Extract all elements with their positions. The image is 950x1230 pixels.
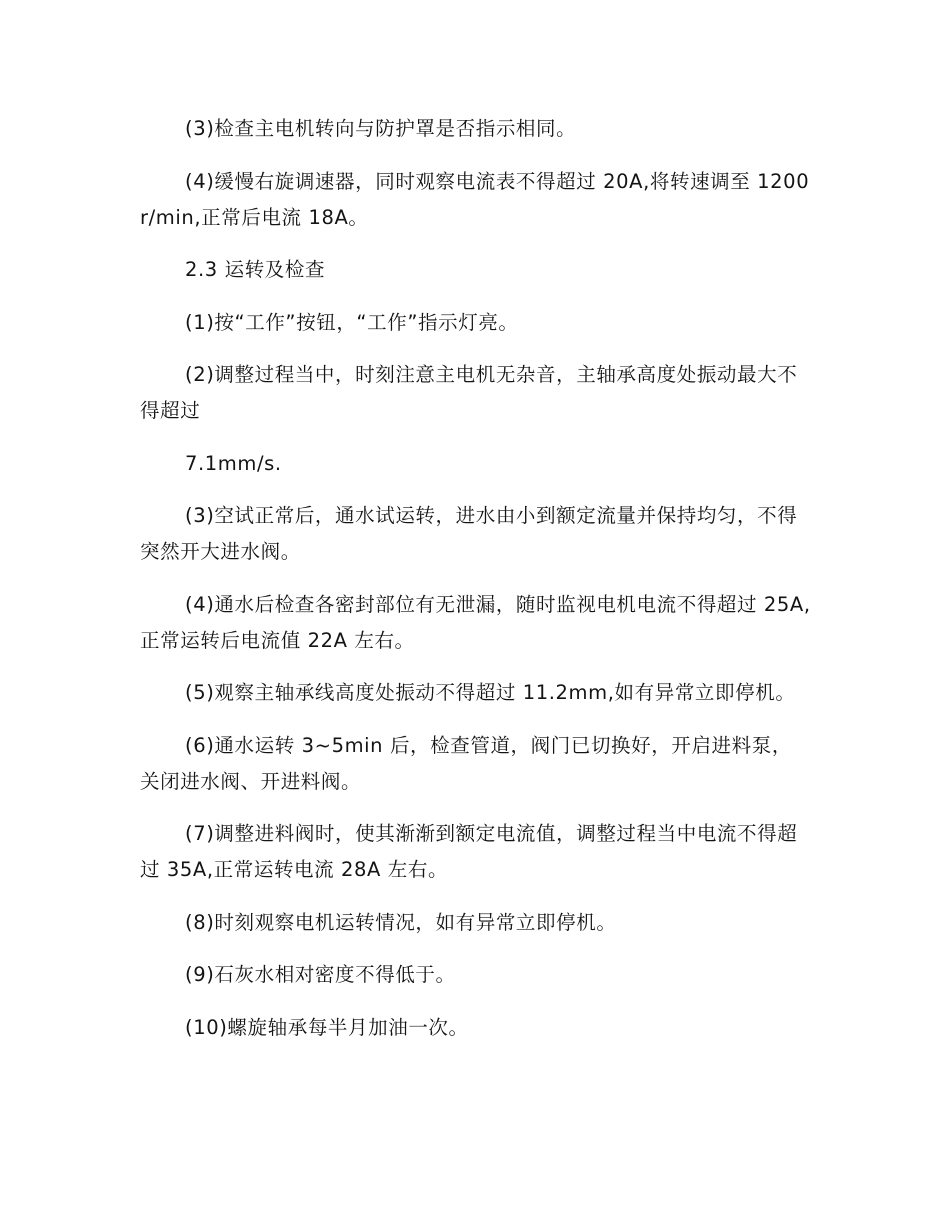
section-heading-2-3: 2.3 运转及检查	[185, 258, 326, 281]
paragraph-vibration-limit: 7.1mm/s.	[185, 451, 282, 475]
paragraph-run-step-6: (6)通水运转 3~5min 后，检查管道，阀门已切换好，开启进料泵，关闭进水阀、开进料阀。	[140, 733, 792, 793]
paragraph-step-3-check-rotation: (3)检查主电机转向与防护罩是否指示相同。	[185, 117, 577, 140]
paragraph-run-step-8: (8)时刻观察电机运转情况，如有异常立即停机。	[185, 910, 617, 934]
document-body	[140, 111, 812, 1062]
paragraph-run-step-2: (2)调整过程当中，时刻注意主电机无杂音，主轴承高度处振动最大不得超过	[140, 363, 798, 422]
paragraph-run-step-5: (5)观察主轴承线高度处振动不得超过 11.2mm,如有异常立即停机。	[185, 681, 796, 704]
paragraph-run-step-4: (4)通水后检查各密封部位有无泄漏，随时监视电机电流不得超过 25A,正常运转后电流值 22A 左右。	[140, 592, 811, 652]
paragraph-run-step-3: (3)空试正常后，通水试运转，进水由小到额定流量并保持均匀，不得突然开大进水阀。	[140, 504, 798, 563]
paragraph-run-step-10: (10)螺旋轴承每半月加油一次。	[185, 1015, 469, 1039]
paragraph-step-4-speed-adjust: (4)缓慢右旋调速器，同时观察电流表不得超过 20A,将转速调至 1200r/min,正常后电流 18A。	[140, 169, 810, 229]
paragraph-run-step-7: (7)调整进料阀时，使其渐渐到额定电流值，调整过程当中电流不得超过 35A,正常运转电流 28A 左右。	[140, 822, 798, 881]
paragraph-run-step-9: (9)石灰水相对密度不得低于。	[185, 963, 456, 986]
paragraph-run-step-1: (1)按“工作”按钮，“工作”指示灯亮。	[185, 310, 519, 334]
